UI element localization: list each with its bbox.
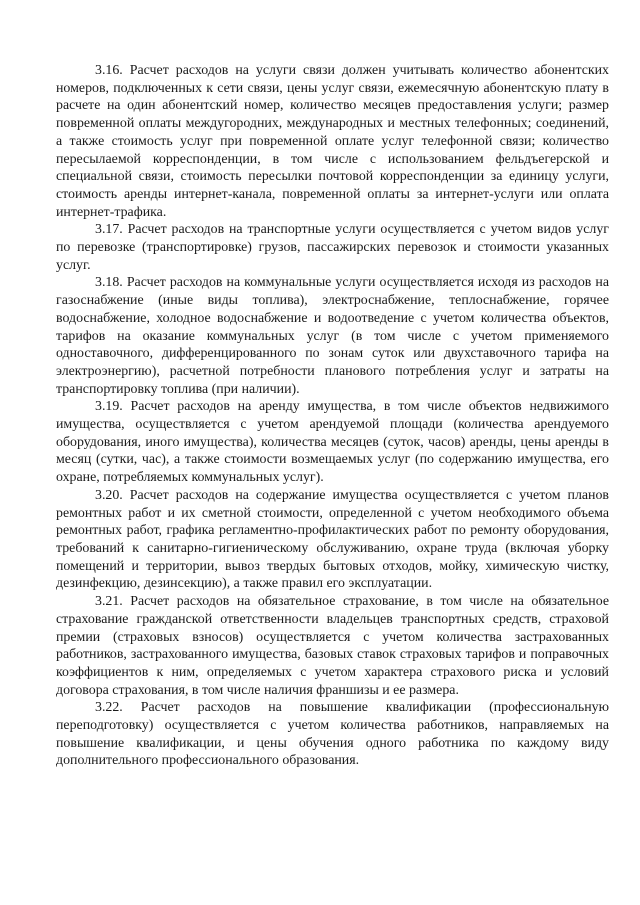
paragraph-3-20: 3.20. Расчет расходов на содержание имущества осуществляется с учетом планов ремонтных работ и их сметной стоимости, определенной с учетом необходимого объема ремонтных работ, графика регламентно-профилактических работ по ремонту оборудования, требований к санитарно-гигиеническому обслуживанию, охране труда (включая уборку помещений и территории, вывоз твердых бытовых отходов, мойку, химическую чистку, дезинфекцию, дезинсекцию), а также правил его эксплуатации. bbox=[56, 487, 609, 592]
paragraph-3-18: 3.18. Расчет расходов на коммунальные услуги осуществляется исходя из расходов на газоснабжение (иные виды топлива), электроснабжение, теплоснабжение, горячее водоснабжение, холодное водоснабжение и водоотведение с учетом количества объектов, тарифов на оказание коммунальных услуг (в том числе с учетом применяемого одноставочного, дифференцированного по зонам суток или двухставочного тарифа на электроэнергию), расчетной потребности планового потребления услуг и затраты на транспортировку топлива (при наличии). bbox=[56, 275, 609, 397]
document-page bbox=[56, 62, 609, 770]
paragraph-3-17: 3.17. Расчет расходов на транспортные услуги осуществляется с учетом видов услуг по перевозке (транспортировке) грузов, пассажирских перевозок и стоимости указанных услуг. bbox=[56, 222, 609, 273]
paragraph-3-21: 3.21. Расчет расходов на обязательное страхование, в том числе на обязательное страхование гражданской ответственности владельцев транспортных средств, страховой премии (страховых взносов) осуществляется с учетом количества застрахованных работников, застрахованного имущества, базовых ставок страховых тарифов и поправочных коэффициентов к ним, определяемых с учетом характера страхового риска и условий договора страхования, в том числе наличия франшизы и ее размера. bbox=[56, 594, 609, 698]
paragraph-3-16: 3.16. Расчет расходов на услуги связи должен учитывать количество абонентских номеров, подключенных к сети связи, цены услуг связи, ежемесячную абонентскую плату в расчете на один абонентский номер, количество месяцев предоставления услуги; размер повременной оплаты междугородних, международных и местных телефонных; соединений, а также стоимость услуг при повременной оплате услуг телефонной связи; количество пересылаемой корреспонденции, в том числе с использованием фельдъегерской и специальной связи, стоимость пересылки почтовой корреспонденции за единицу услуги, стоимость аренды интернет-канала, повременной оплаты за интернет-услуги или оплата интернет-трафика. bbox=[56, 63, 609, 220]
paragraph-3-19: 3.19. Расчет расходов на аренду имущества, в том числе объектов недвижимого имущества, осуществляется с учетом арендуемой площади (количества арендуемого оборудования, иного имущества), количества месяцев (суток, часов) аренды, цены аренды в месяц (сутки, час), а также стоимости возмещаемых услуг (по содержанию имущества, его охране, потребляемых коммунальных услуг). bbox=[56, 399, 609, 486]
paragraph-3-22: 3.22. Расчет расходов на повышение квалификации (профессиональную переподготовку) осуществляется с учетом количества работников, направляемых на повышение квалификации, и цены обучения одного работника по каждому виду дополнительного профессионального образования. bbox=[56, 700, 609, 769]
